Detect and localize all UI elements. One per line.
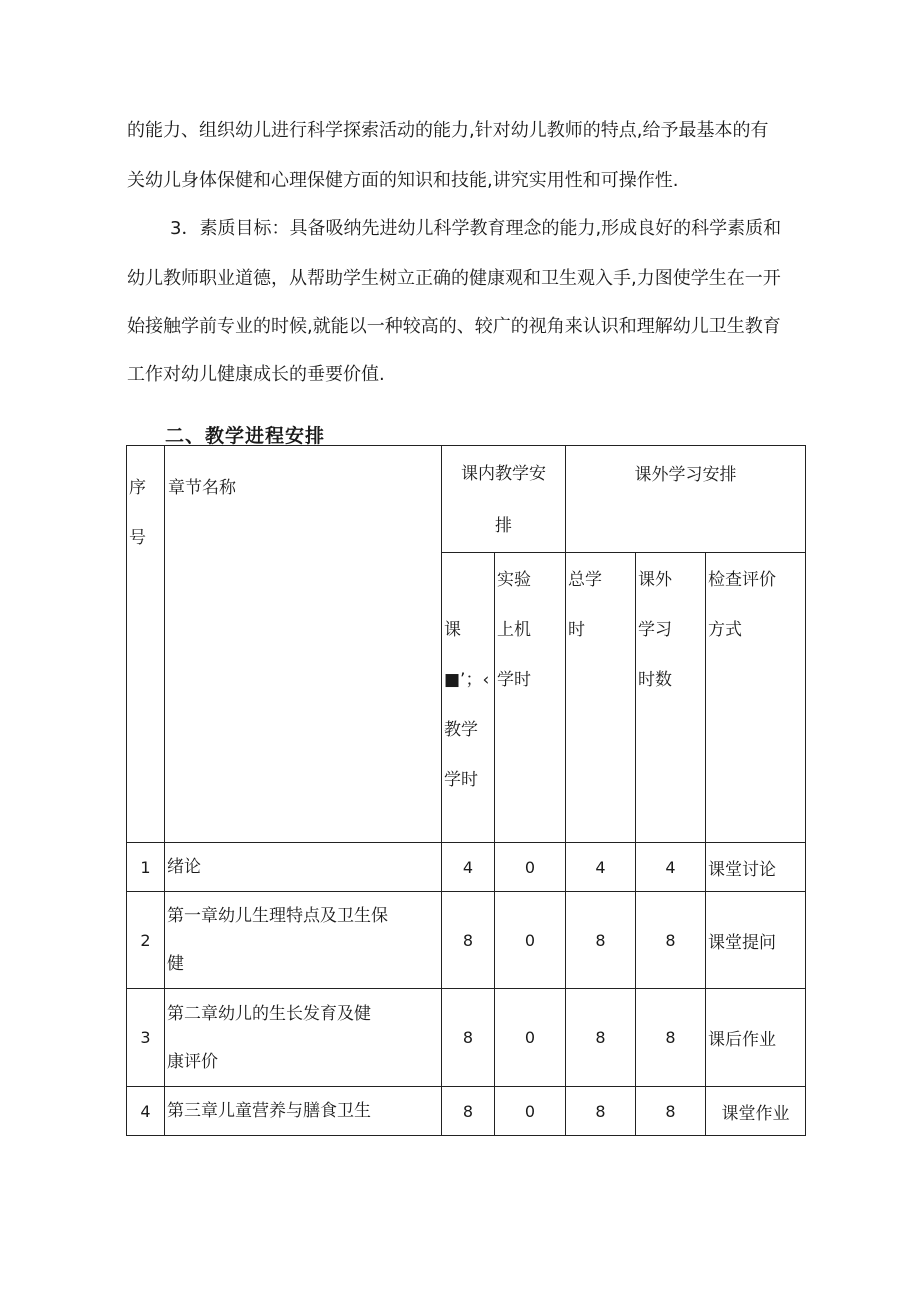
table-row — [127, 1087, 806, 1136]
row-seq: 3 — [127, 989, 165, 1087]
row-out-hours: 8 — [636, 1087, 706, 1136]
paragraph-line: 工作对幼儿健康成长的垂要价值. — [127, 364, 385, 385]
row-lecture-hours: 8 — [442, 892, 495, 989]
table-row — [127, 843, 806, 892]
row-total-hours: 8 — [566, 989, 636, 1087]
header-chapter-name: 章节名称 — [165, 446, 442, 843]
header-total-hours: 总学 时 — [566, 553, 636, 843]
row-chapter-name: 绪论 — [165, 843, 442, 892]
table-row — [127, 892, 806, 989]
row-lecture-hours: 8 — [442, 1087, 495, 1136]
row-total-hours: 4 — [566, 843, 636, 892]
section-heading: 二、教学进程安排 — [165, 425, 326, 447]
row-out-hours: 8 — [636, 892, 706, 989]
row-chapter-name: 第二章幼儿的生长发育及健 康评价 — [165, 989, 442, 1087]
row-total-hours: 8 — [566, 1087, 636, 1136]
row-chapter-name: 第一章幼儿生理特点及卫生保 健 — [165, 892, 442, 989]
paragraph-line: 3．素质目标：具备吸纳先进幼儿科学教育理念的能力,形成良好的科学素质和 — [170, 218, 782, 239]
row-assessment: 课后作业 — [706, 989, 806, 1087]
header-assessment: 检查评价 方式 — [706, 553, 806, 843]
header-lecture-hours: 课 ■’；‹ 教学 学时 — [442, 553, 495, 843]
paragraph-line: 关幼儿身体保健和心理保健方面的知识和技能,讲究实用性和可操作性. — [127, 170, 679, 191]
header-lab-hours: 实验 上机 学时 — [495, 553, 566, 843]
row-assessment: 课堂讨论 — [706, 843, 806, 892]
row-lecture-hours: 8 — [442, 989, 495, 1087]
row-seq: 1 — [127, 843, 165, 892]
row-lab-hours: 0 — [495, 1087, 566, 1136]
row-assessment: 课堂作业 — [706, 1087, 806, 1136]
header-out-class: 课外学习安排 — [566, 446, 806, 553]
row-lab-hours: 0 — [495, 892, 566, 989]
row-seq: 2 — [127, 892, 165, 989]
row-lab-hours: 0 — [495, 843, 566, 892]
header-out-hours: 课外 学习 时数 — [636, 553, 706, 843]
paragraph-line: 的能力、组织幼儿进行科学探索活动的能力,针对幼儿教师的特点,给予最基本的有 — [127, 120, 769, 141]
header-seq: 序 号 — [127, 446, 165, 843]
row-out-hours: 4 — [636, 843, 706, 892]
row-out-hours: 8 — [636, 989, 706, 1087]
paragraph-line: 始接触学前专业的时候,就能以一种较高的、较广的视角来认识和理解幼儿卫生教育 — [127, 316, 781, 337]
row-lab-hours: 0 — [495, 989, 566, 1087]
paragraph-line: 幼儿教师职业道德，从帮助学生树立正确的健康观和卫生观入手,力图使学生在一开 — [127, 268, 781, 289]
row-seq: 4 — [127, 1087, 165, 1136]
row-assessment: 课堂提问 — [706, 892, 806, 989]
row-total-hours: 8 — [566, 892, 636, 989]
table-row — [127, 989, 806, 1087]
teaching-schedule-table — [126, 445, 806, 1136]
row-chapter-name: 第三章儿童营养与膳食卫生 — [165, 1087, 442, 1136]
row-lecture-hours: 4 — [442, 843, 495, 892]
header-in-class: 课内教学安 排 — [442, 446, 566, 553]
